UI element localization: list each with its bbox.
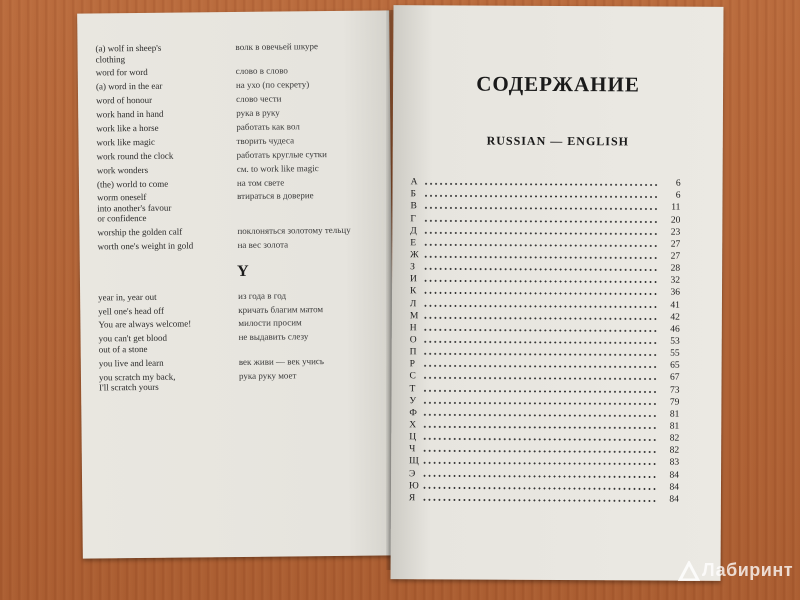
dot-leader [422, 401, 658, 405]
phrase-list [95, 40, 389, 396]
phrase-russian: творить чудеса [236, 135, 295, 146]
contents-letter: М [409, 310, 419, 321]
phrase-russian: из года в год [238, 290, 287, 301]
phrase-row [98, 317, 388, 331]
contents-page-number: 82 [669, 433, 680, 444]
contents-letter: Я [408, 493, 416, 504]
contents-page-number: 73 [669, 385, 680, 396]
phrase-row [96, 106, 386, 120]
phrase-row [97, 176, 387, 190]
contents-letter: Ю [408, 480, 419, 491]
dot-leader [423, 352, 659, 356]
contents-page-number: 32 [670, 275, 681, 286]
contents-page-number: 20 [670, 215, 681, 226]
dot-leader [422, 437, 658, 441]
phrase-row [95, 40, 385, 64]
phrase-english: work like a horse [96, 122, 159, 134]
phrase-english: (a) wolf in sheep's clothing [95, 42, 162, 64]
dot-leader [422, 498, 658, 502]
dot-leader [422, 462, 658, 466]
phrase-english: word for word [95, 67, 148, 78]
phrase-english: You are always welcome! [98, 318, 192, 330]
contents-subtitle: RUSSIAN — ENGLISH [486, 133, 630, 149]
contents-page-number: 84 [669, 482, 680, 493]
contents-page-number: 82 [669, 445, 680, 456]
contents-letter: В [410, 201, 417, 212]
contents-letter: К [409, 286, 417, 297]
dot-leader [423, 304, 659, 308]
phrase-row [96, 120, 386, 134]
phrase-english: (a) word in the ear [95, 81, 163, 92]
contents-page-number: 55 [670, 348, 680, 359]
contents-page-number: 84 [669, 494, 679, 505]
contents-page-number: 65 [670, 360, 680, 371]
dot-leader [423, 292, 659, 296]
watermark-logo [678, 560, 793, 581]
phrase-english: worship the golden calf [97, 226, 183, 238]
phrase-russian: рука руку моет [238, 370, 297, 381]
contents-page-number: 28 [670, 263, 681, 274]
phrase-russian: работать круглые сутки [236, 148, 328, 160]
phrase-russian: рука в руку [236, 107, 280, 119]
phrase-row [98, 289, 388, 303]
dot-leader [422, 450, 658, 454]
dot-leader [423, 340, 659, 344]
contents-page-number: 27 [670, 239, 681, 250]
section-w [95, 40, 387, 252]
right-page [390, 5, 723, 581]
contents-page-number: 6 [675, 178, 681, 189]
phrase-russian: см. to work like magic [236, 162, 319, 174]
phrase-english: work round the clock [96, 150, 174, 162]
contents-page-number: 11 [671, 203, 681, 214]
phrase-russian: на том свете [236, 177, 285, 188]
dot-leader [423, 231, 659, 235]
dot-leader [423, 243, 659, 247]
contents-letter: О [409, 335, 417, 346]
dot-leader [423, 207, 659, 211]
contents-letter: Д [410, 225, 417, 236]
contents-title: СОДЕРЖАНИЕ [476, 71, 640, 97]
dot-leader [423, 316, 659, 320]
phrase-russian: волк в овечьей шкуре [235, 41, 319, 52]
phrase-english: (the) world to come [96, 178, 169, 189]
contents-letter: Е [410, 238, 417, 249]
dot-leader [422, 474, 658, 478]
phrase-english: work hand in hand [96, 108, 164, 120]
contents-letter: Э [409, 468, 416, 479]
phrase-english: you scratch my back, I'll scratch yours [98, 371, 176, 393]
contents-letter: Х [409, 420, 417, 431]
phrase-row [97, 190, 387, 225]
phrase-row [98, 303, 388, 317]
dot-leader [423, 328, 659, 332]
contents-list [409, 175, 681, 504]
left-page [77, 10, 395, 558]
contents-letter: Ж [410, 250, 419, 261]
dot-leader [423, 195, 659, 199]
contents-letter: Ф [409, 408, 417, 419]
contents-page-number: 23 [670, 227, 681, 238]
contents-letter: З [410, 262, 415, 273]
phrase-russian: не выдавить слезу [238, 331, 309, 343]
contents-letter: Р [409, 359, 415, 370]
phrase-russian: век живи — век учись [238, 355, 325, 367]
phrase-row [99, 369, 389, 393]
phrase-row [96, 93, 386, 107]
phrase-row [99, 331, 389, 355]
contents-page-number: 42 [670, 312, 680, 323]
contents-letter: Л [409, 298, 417, 309]
contents-letter: Щ [409, 456, 419, 467]
dot-leader [423, 267, 659, 271]
contents-page-number: 81 [669, 409, 680, 420]
contents-letter: П [409, 347, 417, 358]
contents-page-number: 79 [669, 397, 680, 408]
contents-page-number: 83 [669, 457, 680, 469]
phrase-russian: милости просим [238, 317, 302, 329]
phrase-row [96, 79, 386, 93]
contents-letter: Г [410, 213, 416, 224]
contents-letter: У [409, 395, 417, 406]
section-letter-y: Y [236, 262, 249, 280]
contents-letter: А [410, 177, 418, 188]
dot-leader [423, 280, 659, 284]
section-y [98, 289, 389, 393]
phrase-russian: поклоняться золотому тельцу [237, 225, 351, 237]
phrase-russian: слово в слово [235, 65, 288, 77]
contents-letter: С [409, 371, 416, 382]
contents-page-number: 53 [670, 336, 680, 347]
contents-page-number: 46 [670, 324, 680, 335]
phrase-english: work like magic [96, 136, 156, 148]
phrase-russian: работать как вол [236, 121, 300, 132]
phrase-russian: втираться в доверие [237, 190, 314, 202]
phrase-row [97, 148, 387, 162]
contents-page-number: 36 [670, 288, 681, 299]
dot-leader [423, 255, 659, 259]
phrase-row [96, 65, 386, 79]
phrase-row [97, 162, 387, 176]
phrase-english: worth one's weight in gold [97, 240, 194, 252]
phrase-row [98, 239, 388, 253]
phrase-row [99, 355, 389, 369]
phrase-row [97, 225, 387, 239]
contents-letter: Ч [409, 444, 416, 455]
phrase-russian: на вес золота [237, 239, 289, 251]
phrase-row [96, 134, 386, 148]
contents-page-number: 6 [675, 190, 681, 201]
phrase-english: year in, year out [98, 291, 157, 303]
dot-leader [422, 486, 658, 490]
contents-entry [409, 491, 679, 505]
phrase-russian: слово чести [236, 93, 282, 105]
dot-leader [422, 389, 658, 393]
contents-page-number: 67 [670, 372, 680, 384]
contents-letter: Б [410, 189, 417, 200]
labirint-logo-icon [678, 561, 700, 581]
watermark-text: Лабиринт [702, 560, 794, 580]
contents-page-number: 27 [670, 251, 681, 262]
phrase-english: you live and learn [98, 357, 164, 369]
dot-leader [422, 425, 658, 429]
phrase-english: yell one's head off [98, 305, 165, 317]
contents-letter: Т [409, 383, 416, 394]
dot-leader [423, 219, 659, 223]
phrase-russian: кричать благим матом [238, 303, 324, 315]
dot-leader [423, 365, 659, 369]
phrase-english: word of honour [96, 95, 153, 106]
contents-page-number: 84 [669, 470, 680, 481]
dot-leader [424, 182, 660, 186]
dot-leader [423, 377, 659, 381]
phrase-english: work wonders [96, 164, 149, 176]
phrase-english: you can't get blood out of a stone [98, 333, 167, 355]
contents-letter: И [410, 274, 417, 285]
contents-page-number: 41 [670, 300, 680, 311]
contents-letter: Ц [409, 432, 417, 443]
phrase-russian: на ухо (по секрету) [235, 79, 310, 91]
dot-leader [422, 413, 658, 417]
contents-letter: Н [409, 323, 417, 334]
phrase-english: worm oneself into another's favour or confidence [97, 192, 172, 224]
contents-page-number: 81 [669, 421, 680, 432]
